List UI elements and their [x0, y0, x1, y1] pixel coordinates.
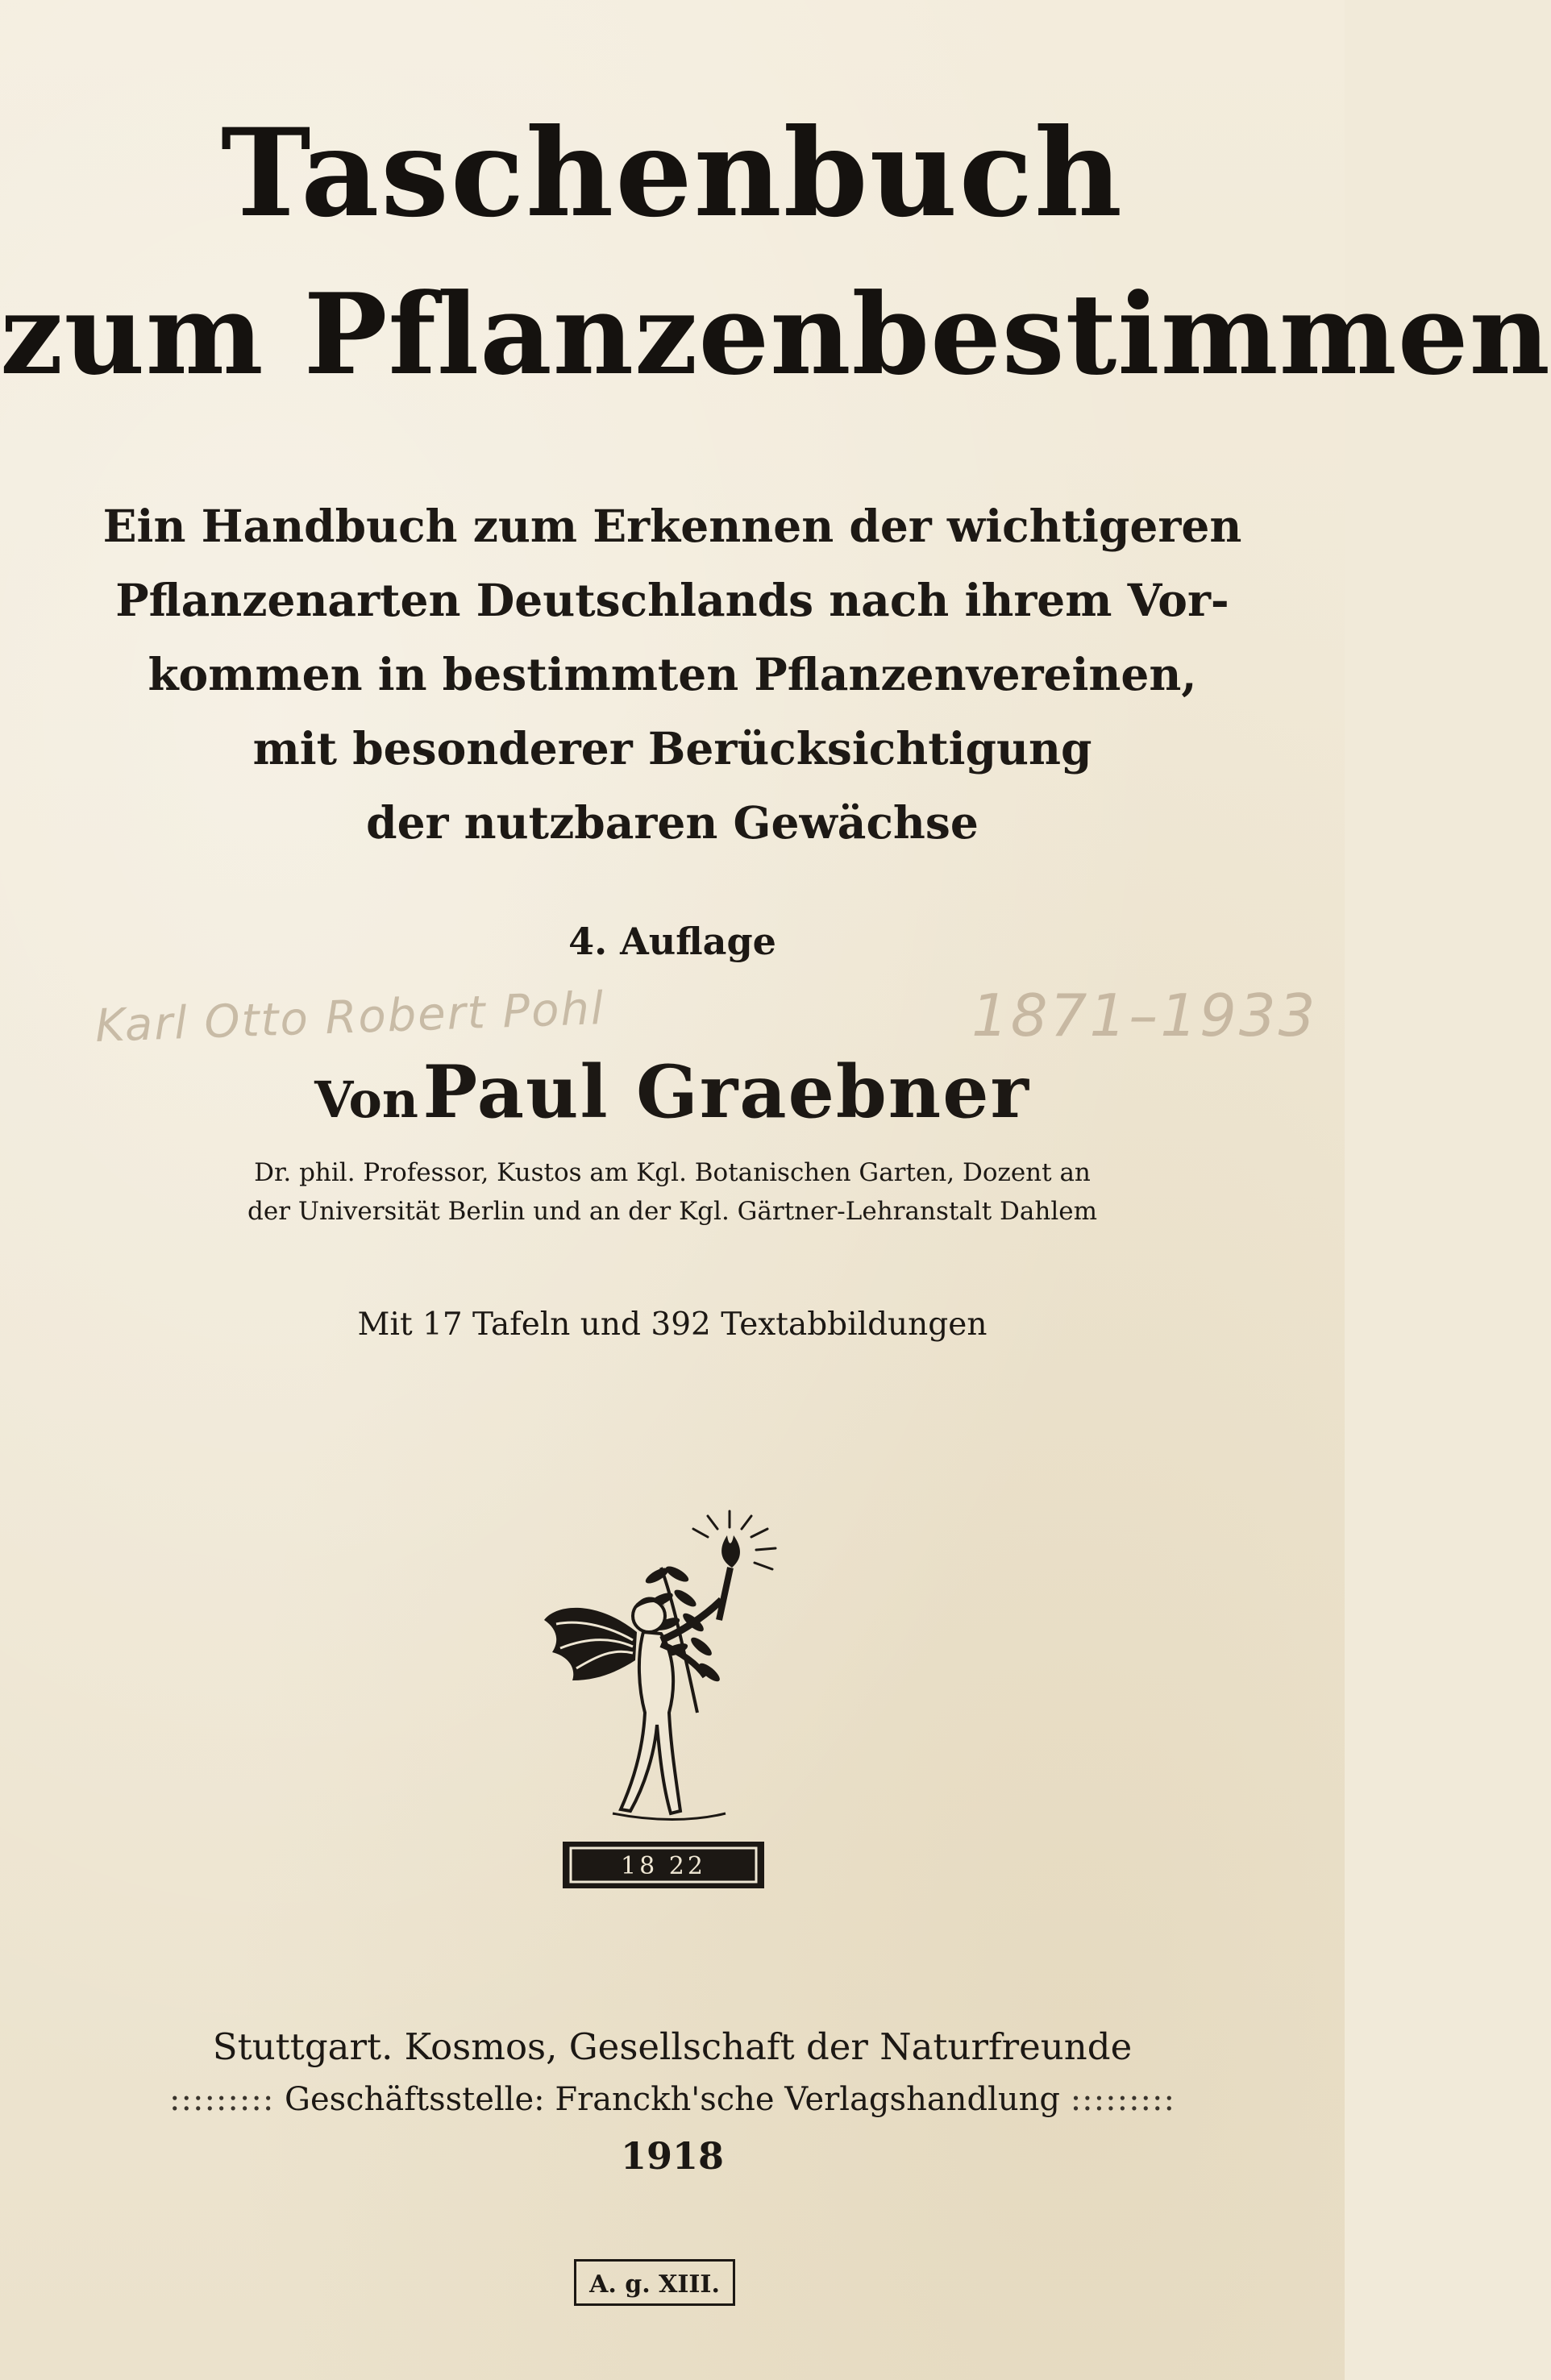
edition-label: 4. Auflage — [568, 920, 776, 963]
ground-line — [613, 1813, 726, 1820]
publisher-emblem-icon — [540, 1511, 790, 1898]
subtitle-line-4: mit besonderer Berücksichtigung — [252, 722, 1092, 775]
figure-wing — [544, 1608, 637, 1680]
book-title-line-2: zum Pflanzenbestimmen — [0, 268, 1551, 400]
author-prefix: Von — [314, 1070, 418, 1129]
publication-year: 1918 — [620, 2134, 725, 2178]
handwritten-dates: 1871–1933 — [971, 982, 1318, 1049]
illustrations-note: Mit 17 Tafeln und 392 Textabbildungen — [357, 1306, 988, 1343]
dots-left: ::::::::: — [169, 2081, 275, 2118]
emblem-year-mark: 18 22 — [621, 1852, 706, 1880]
book-title-line-1: Taschenbuch — [220, 102, 1125, 244]
subtitle-line-1: Ein Handbuch zum Erkennen der wichtigeren — [102, 500, 1242, 552]
subtitle-line-3: kommen in bestimmten Pflanzenvereinen, — [148, 648, 1197, 700]
subtitle-line-5: der nutzbaren Gewächse — [366, 796, 979, 849]
author-line — [0, 1048, 1345, 1157]
publisher-line-1: Stuttgart. Kosmos, Gesellschaft der Naturfreunde — [212, 2025, 1133, 2068]
publisher-office: Geschäftsstelle: Franckh'sche Verlagshandlung — [285, 2081, 1060, 2118]
shelf-mark-label: A. g. XIII. — [574, 2259, 735, 2306]
handwritten-owner-name: Karl Otto Robert Pohl — [94, 982, 606, 1053]
author-credentials-line-2: der Universität Berlin und an der Kgl. Gärtner-Lehranstalt Dahlem — [247, 1197, 1097, 1226]
dots-right: ::::::::: — [1070, 2081, 1175, 2118]
subtitle-line-2: Pflanzenarten Deutschlands nach ihrem Vor- — [115, 574, 1229, 626]
publisher-line-2 — [0, 2075, 1345, 2125]
torch-flame — [721, 1535, 740, 1568]
torch-handle — [719, 1568, 730, 1620]
author-name: Paul Graebner — [422, 1049, 1030, 1135]
author-credentials-line-1: Dr. phil. Professor, Kustos am Kgl. Botanischen Garten, Dozent an — [254, 1158, 1091, 1187]
